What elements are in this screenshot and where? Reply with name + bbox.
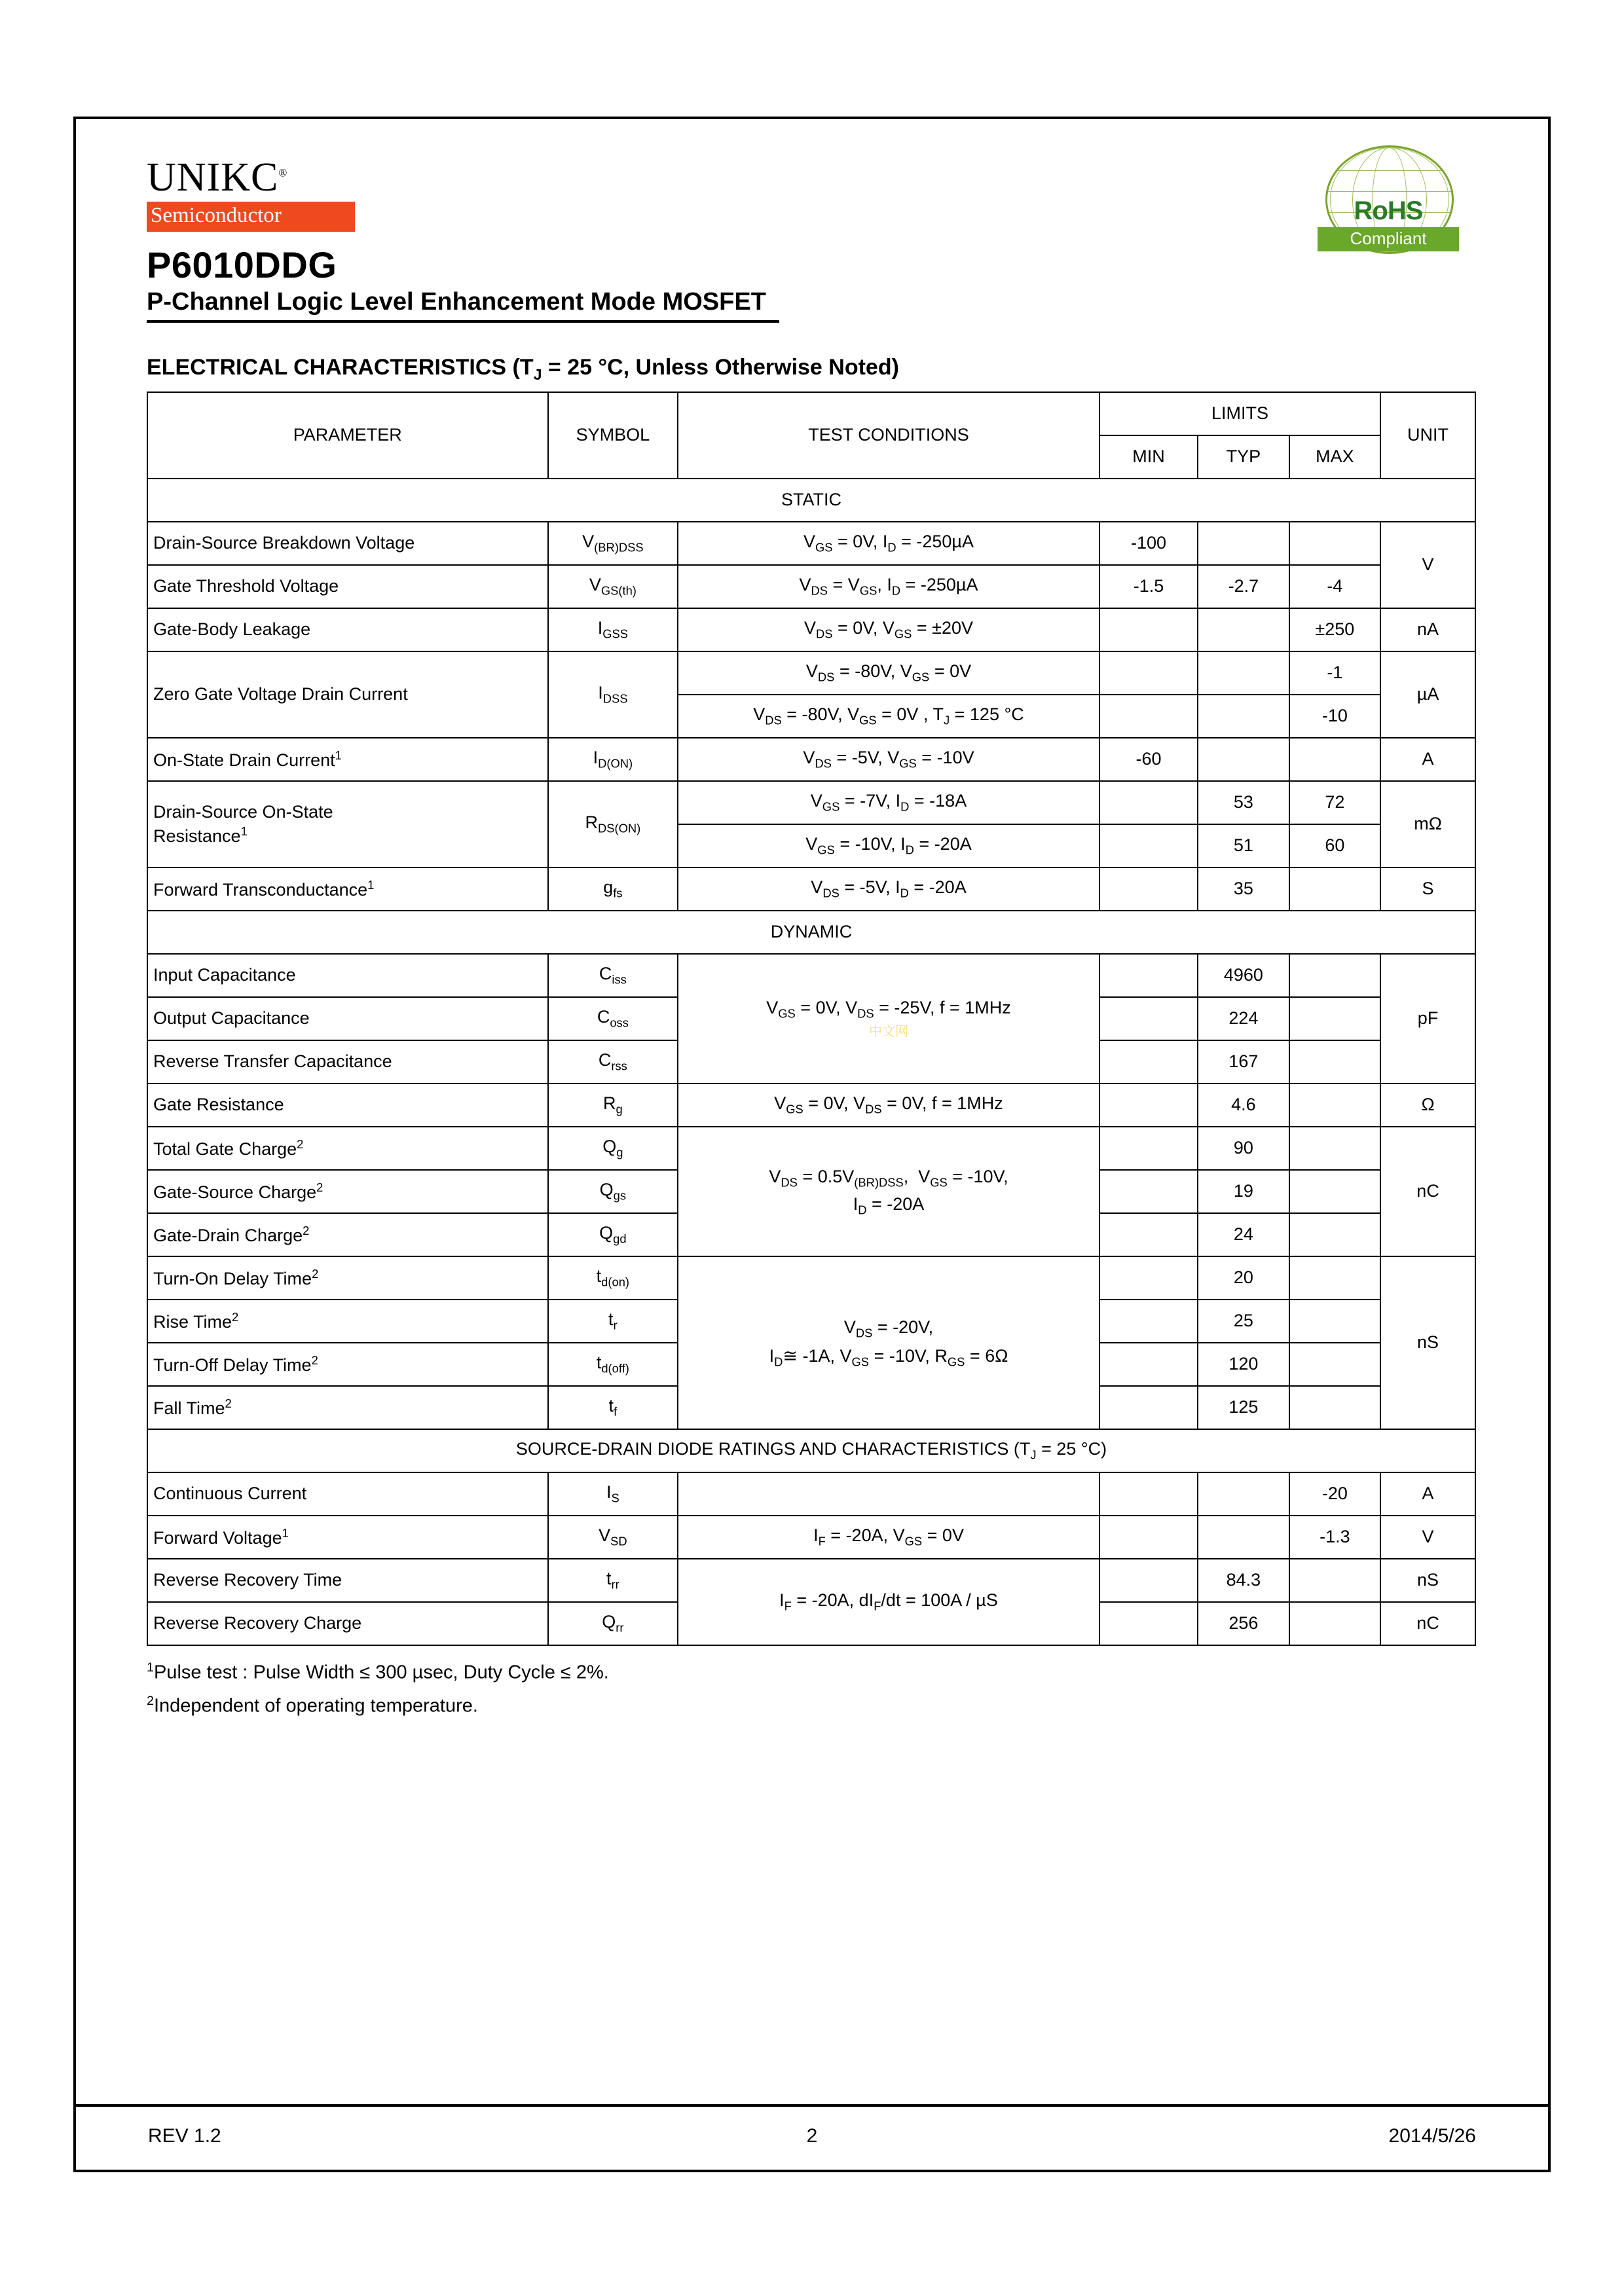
- table-row: [147, 1084, 1475, 1127]
- row-symbol: $I_{D(ON)}$: [548, 738, 678, 781]
- row-min: [1099, 954, 1198, 997]
- row-conditions: $V_{DS} = V_{GS}$, $I_D = -250\mu A$: [678, 565, 1099, 608]
- col-header-min: MIN: [1099, 435, 1198, 479]
- page-title: P6010DDG: [147, 244, 337, 285]
- row-min: [1099, 781, 1198, 824]
- compliant-label: Compliant: [1318, 227, 1459, 251]
- band-row-static: [147, 479, 1475, 522]
- band-dynamic-label: DYNAMIC: [147, 911, 1475, 954]
- row-unit: mΩ: [1380, 781, 1475, 867]
- row-parameter: Forward Transconductance$^1$: [147, 867, 548, 911]
- row-parameter: Gate-Drain Charge$^2$: [147, 1213, 548, 1256]
- row-max: -1: [1289, 651, 1381, 695]
- footnote-1: $^1$Pulse test : Pulse Width ≤ 300 µsec, Duty Cycle ≤ 2%.: [147, 1660, 609, 1683]
- table-row: [147, 781, 1475, 824]
- col-header-symbol: SYMBOL: [548, 392, 678, 479]
- row-symbol: $Q_{gd}$: [548, 1213, 678, 1256]
- row-conditions: $V_{GS} = 0V$, $V_{DS} = 0V$, f = 1MHz: [678, 1084, 1099, 1127]
- row-max: -4: [1289, 565, 1381, 608]
- row-conditions: $V_{DS} = -5V$, $I_D = -20A$: [678, 867, 1099, 911]
- row-min: [1099, 997, 1198, 1040]
- row-min: [1099, 1040, 1198, 1084]
- row-max: 60: [1289, 824, 1381, 867]
- row-typ: 256: [1198, 1602, 1289, 1645]
- row-typ: [1198, 651, 1289, 695]
- row-typ: 4960: [1198, 954, 1289, 997]
- row-min: [1099, 1343, 1198, 1386]
- row-parameter: Turn-Off Delay Time$^2$: [147, 1343, 548, 1386]
- row-typ: [1198, 522, 1289, 565]
- row-min: [1099, 1472, 1198, 1516]
- revision-label: REV 1.2: [148, 2125, 221, 2147]
- row-min: -100: [1099, 522, 1198, 565]
- row-conditions: $I_F = -20A$, $V_{GS} = 0V$: [678, 1516, 1099, 1559]
- row-max: ±250: [1289, 608, 1381, 651]
- row-min: [1099, 867, 1198, 911]
- page-footer: [76, 2104, 1548, 2170]
- document-date: 2014/5/26: [1388, 2125, 1476, 2147]
- row-parameter: Reverse Recovery Charge: [147, 1602, 548, 1645]
- col-header-unit: UNIT: [1380, 392, 1475, 479]
- row-parameter: Rise Time$^2$: [147, 1300, 548, 1343]
- page-content: [115, 139, 1509, 1725]
- row-parameter: Gate-Body Leakage: [147, 608, 548, 651]
- row-conditions: $V_{GS} = 0V$, $V_{DS} = -25V$, f = 1MHz 中文网: [678, 954, 1099, 1084]
- section-title-part-b: = 25 °C, Unless Otherwise Noted): [542, 355, 899, 380]
- table-row: [147, 651, 1475, 695]
- col-header-parameter: PARAMETER: [147, 392, 548, 479]
- row-max: [1289, 1213, 1381, 1256]
- row-symbol: $C_{rss}$: [548, 1040, 678, 1084]
- rohs-compliant-badge: [1306, 145, 1469, 270]
- row-max: [1289, 997, 1381, 1040]
- table-row: [147, 1559, 1475, 1602]
- row-symbol: $C_{oss}$: [548, 997, 678, 1040]
- row-symbol: $g_{fs}$: [548, 867, 678, 911]
- row-typ: 20: [1198, 1256, 1289, 1300]
- row-conditions: $V_{GS} = -7V$, $I_D = -18A$: [678, 781, 1099, 824]
- row-unit: nC: [1380, 1127, 1475, 1256]
- row-conditions: $V_{DS} = -5V$, $V_{GS} = -10V$: [678, 738, 1099, 781]
- row-symbol: $Q_{rr}$: [548, 1602, 678, 1645]
- row-max: [1289, 1040, 1381, 1084]
- row-min: [1099, 1516, 1198, 1559]
- row-typ: [1198, 1472, 1289, 1516]
- row-symbol: $V_{SD}$: [548, 1516, 678, 1559]
- row-symbol: $t_{rr}$: [548, 1559, 678, 1602]
- row-conditions: $V_{GS} = -10V$, $I_D = -20A$: [678, 824, 1099, 867]
- band-diode-label: SOURCE-DRAIN DIODE RATINGS AND CHARACTERISTICS ($T_J = 25$ °C): [147, 1429, 1475, 1472]
- row-min: [1099, 1127, 1198, 1170]
- row-min: [1099, 651, 1198, 695]
- row-min: [1099, 1084, 1198, 1127]
- logo-wordmark: [147, 157, 287, 198]
- row-min: [1099, 1602, 1198, 1645]
- row-symbol: $t_f$: [548, 1386, 678, 1429]
- band-static-label: STATIC: [147, 479, 1475, 522]
- row-symbol: $R_g$: [548, 1084, 678, 1127]
- datasheet-page: [73, 117, 1551, 2172]
- row-symbol: $C_{iss}$: [548, 954, 678, 997]
- col-header-limits: LIMITS: [1099, 392, 1380, 435]
- row-unit: nC: [1380, 1602, 1475, 1645]
- row-parameter: Total Gate Charge$^2$: [147, 1127, 548, 1170]
- row-typ: -2.7: [1198, 565, 1289, 608]
- row-parameter: Drain-Source Breakdown Voltage: [147, 522, 548, 565]
- row-parameter: Turn-On Delay Time$^2$: [147, 1256, 548, 1300]
- row-parameter: Gate Resistance: [147, 1084, 548, 1127]
- row-min: [1099, 1170, 1198, 1213]
- row-min: [1099, 1300, 1198, 1343]
- row-min: [1099, 695, 1198, 738]
- trademark-symbol: ®: [278, 166, 288, 179]
- row-min: -1.5: [1099, 565, 1198, 608]
- row-conditions: $V_{DS} = -80V$, $V_{GS} = 0V$: [678, 651, 1099, 695]
- section-title-sub: J: [533, 365, 542, 383]
- row-conditions: [678, 1472, 1099, 1516]
- row-max: [1289, 522, 1381, 565]
- row-symbol: $Q_{gs}$: [548, 1170, 678, 1213]
- row-typ: [1198, 738, 1289, 781]
- row-unit: V: [1380, 1516, 1475, 1559]
- row-max: [1289, 1084, 1381, 1127]
- logo-word-text: UNIKC: [147, 155, 279, 200]
- row-unit: S: [1380, 867, 1475, 911]
- page-number: 2: [806, 2125, 818, 2147]
- row-typ: 4.6: [1198, 1084, 1289, 1127]
- row-parameter: Gate Threshold Voltage: [147, 565, 548, 608]
- row-unit: V: [1380, 522, 1475, 608]
- row-typ: 90: [1198, 1127, 1289, 1170]
- footnote-1-text: Pulse test : Pulse Width ≤ 300 µsec, Duty Cycle ≤ 2%.: [153, 1662, 609, 1683]
- row-conditions: $V_{GS} = 0V$, $I_D = -250\mu A$: [678, 522, 1099, 565]
- row-conditions: $I_F = -20A$, $dI_F/dt = 100A / \mu S$: [678, 1559, 1099, 1645]
- section-title: [147, 355, 1509, 384]
- row-unit: A: [1380, 738, 1475, 781]
- row-typ: 224: [1198, 997, 1289, 1040]
- table-row: [147, 522, 1475, 565]
- row-max: -10: [1289, 695, 1381, 738]
- footnote-2: $^2$Independent of operating temperature.: [147, 1694, 478, 1717]
- row-unit: Ω: [1380, 1084, 1475, 1127]
- watermark: 中文网: [869, 1024, 908, 1039]
- row-typ: [1198, 695, 1289, 738]
- table-row: [147, 1256, 1475, 1300]
- table-row: [147, 1472, 1475, 1516]
- table-row: [147, 867, 1475, 911]
- row-parameter: Gate-Source Charge$^2$: [147, 1170, 548, 1213]
- row-max: [1289, 1386, 1381, 1429]
- row-typ: 24: [1198, 1213, 1289, 1256]
- table-row: [147, 565, 1475, 608]
- row-symbol: $t_r$: [548, 1300, 678, 1343]
- row-symbol: $I_S$: [548, 1472, 678, 1516]
- row-parameter: Input Capacitance: [147, 954, 548, 997]
- row-symbol: $V_{GS(th)}$: [548, 565, 678, 608]
- row-typ: 167: [1198, 1040, 1289, 1084]
- row-symbol: $Q_g$: [548, 1127, 678, 1170]
- row-typ: 19: [1198, 1170, 1289, 1213]
- col-header-test-conditions: TEST CONDITIONS: [678, 392, 1099, 479]
- row-symbol: $t_{d(on)}$: [548, 1256, 678, 1300]
- footnotes: [147, 1658, 1509, 1721]
- row-typ: 53: [1198, 781, 1289, 824]
- row-max: [1289, 954, 1381, 997]
- table-row: [147, 1516, 1475, 1559]
- row-typ: [1198, 608, 1289, 651]
- row-symbol: $V_{(BR)DSS}$: [548, 522, 678, 565]
- section-title-part-a: ELECTRICAL CHARACTERISTICS (T: [147, 355, 534, 380]
- row-parameter: Reverse Transfer Capacitance: [147, 1040, 548, 1084]
- row-min: [1099, 1256, 1198, 1300]
- row-typ: [1198, 1516, 1289, 1559]
- rohs-label: RoHS: [1354, 196, 1423, 225]
- row-unit: A: [1380, 1472, 1475, 1516]
- table-row: [147, 738, 1475, 781]
- row-parameter: Reverse Recovery Time: [147, 1559, 548, 1602]
- col-header-typ: TYP: [1198, 435, 1289, 479]
- row-max: 72: [1289, 781, 1381, 824]
- row-unit: nS: [1380, 1256, 1475, 1429]
- row-conditions: $V_{DS} = 0.5V_{(BR)DSS}$, $V_{GS} = -10V$, $I_D = -20A$: [678, 1127, 1099, 1256]
- page-header: [115, 139, 1509, 316]
- row-typ: 35: [1198, 867, 1289, 911]
- row-min: -60: [1099, 738, 1198, 781]
- row-unit: nS: [1380, 1559, 1475, 1602]
- row-max: [1289, 1256, 1381, 1300]
- table-row: [147, 1127, 1475, 1170]
- row-min: [1099, 824, 1198, 867]
- row-max: [1289, 738, 1381, 781]
- row-max: [1289, 1343, 1381, 1386]
- logo-tagline: Semiconductor: [147, 202, 355, 232]
- band-row-diode: [147, 1429, 1475, 1472]
- band-row-dynamic: [147, 911, 1475, 954]
- row-max: [1289, 1300, 1381, 1343]
- row-typ: 84.3: [1198, 1559, 1289, 1602]
- row-min: [1099, 1213, 1198, 1256]
- company-logo: [147, 157, 363, 232]
- table-row: [147, 608, 1475, 651]
- row-symbol: $t_{d(off)}$: [548, 1343, 678, 1386]
- row-symbol: $I_{DSS}$: [548, 651, 678, 738]
- row-conditions: $V_{DS} = -20V$, $I_D≅$ -1A, $V_{GS} = -10V$, $R_{GS} = 6\Omega$: [678, 1256, 1099, 1429]
- row-parameter: Fall Time$^2$: [147, 1386, 548, 1429]
- row-max: -1.3: [1289, 1516, 1381, 1559]
- col-header-max: MAX: [1289, 435, 1381, 479]
- row-unit: µA: [1380, 651, 1475, 738]
- table-header-row: [147, 392, 1475, 435]
- row-typ: 25: [1198, 1300, 1289, 1343]
- row-max: -20: [1289, 1472, 1381, 1516]
- electrical-characteristics-table: [147, 392, 1476, 1646]
- row-max: [1289, 1127, 1381, 1170]
- row-parameter: Drain-Source On-State Resistance$^1$: [147, 781, 548, 867]
- row-unit: nA: [1380, 608, 1475, 651]
- row-typ: 51: [1198, 824, 1289, 867]
- row-max: [1289, 1170, 1381, 1213]
- row-typ: 125: [1198, 1386, 1289, 1429]
- rohs-text: [1318, 196, 1459, 251]
- row-max: [1289, 867, 1381, 911]
- row-parameter: Zero Gate Voltage Drain Current: [147, 651, 548, 738]
- footnote-2-text: Independent of operating temperature.: [153, 1696, 478, 1717]
- row-min: [1099, 608, 1198, 651]
- row-symbol: $I_{GSS}$: [548, 608, 678, 651]
- row-min: [1099, 1386, 1198, 1429]
- row-conditions: $V_{DS} = 0V$, $V_{GS} = \pm 20V$: [678, 608, 1099, 651]
- row-parameter: Forward Voltage$^1$: [147, 1516, 548, 1559]
- row-symbol: $R_{DS(ON)}$: [548, 781, 678, 867]
- page-subtitle: P-Channel Logic Level Enhancement Mode MOSFET: [147, 288, 779, 323]
- row-conditions: $V_{DS} = -80V$, $V_{GS} = 0V$ , $T_J = 125$ °C: [678, 695, 1099, 738]
- row-min: [1099, 1559, 1198, 1602]
- row-parameter: On-State Drain Current$^1$: [147, 738, 548, 781]
- row-parameter: Continuous Current: [147, 1472, 548, 1516]
- row-parameter: Output Capacitance: [147, 997, 548, 1040]
- row-typ: 120: [1198, 1343, 1289, 1386]
- row-max: [1289, 1602, 1381, 1645]
- table-row: [147, 954, 1475, 997]
- row-unit: pF: [1380, 954, 1475, 1084]
- row-max: [1289, 1559, 1381, 1602]
